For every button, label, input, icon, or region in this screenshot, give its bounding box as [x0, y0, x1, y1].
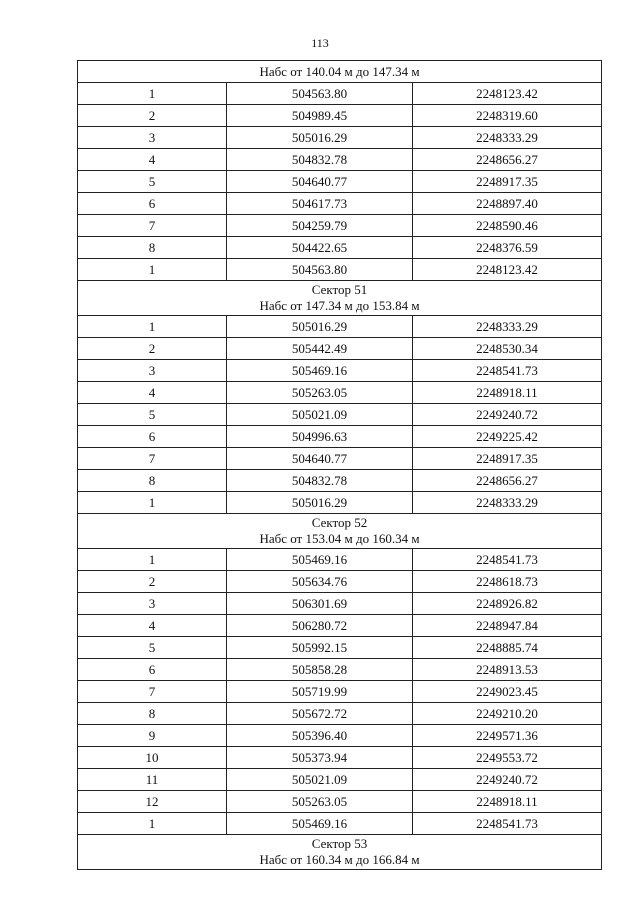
y-coordinate-cell: 2248926.82 [413, 593, 602, 615]
coordinates-table-body [78, 61, 602, 870]
point-number-cell: 6 [78, 659, 227, 681]
point-number-cell: 3 [78, 593, 227, 615]
table-row [78, 338, 602, 360]
y-coordinate-cell: 2248541.73 [413, 813, 602, 835]
y-coordinate-cell: 2248541.73 [413, 549, 602, 571]
x-coordinate-cell: 505016.29 [227, 127, 413, 149]
table-row [78, 549, 602, 571]
x-coordinate-cell: 505858.28 [227, 659, 413, 681]
point-number-cell: 6 [78, 193, 227, 215]
table-row [78, 769, 602, 791]
x-coordinate-cell: 505672.72 [227, 703, 413, 725]
point-number-cell: 3 [78, 127, 227, 149]
height-range: Набс от 153.04 м до 160.34 м [259, 531, 420, 546]
point-number-cell: 5 [78, 637, 227, 659]
y-coordinate-cell: 2249240.72 [413, 769, 602, 791]
table-row [78, 659, 602, 681]
section-header-row [78, 835, 602, 870]
y-coordinate-cell: 2248123.42 [413, 259, 602, 281]
table-row [78, 747, 602, 769]
point-number-cell: 4 [78, 382, 227, 404]
sector-title: Сектор 52 [311, 515, 368, 530]
page-number: 113 [311, 36, 329, 50]
x-coordinate-cell: 505634.76 [227, 571, 413, 593]
y-coordinate-cell: 2248913.53 [413, 659, 602, 681]
y-coordinate-cell: 2248917.35 [413, 448, 602, 470]
y-coordinate-cell: 2248947.84 [413, 615, 602, 637]
table-row [78, 171, 602, 193]
x-coordinate-cell: 505442.49 [227, 338, 413, 360]
table-row [78, 360, 602, 382]
y-coordinate-cell: 2248376.59 [413, 237, 602, 259]
table-row [78, 681, 602, 703]
x-coordinate-cell: 504640.77 [227, 171, 413, 193]
point-number-cell: 1 [78, 549, 227, 571]
y-coordinate-cell: 2249210.20 [413, 703, 602, 725]
point-number-cell: 4 [78, 149, 227, 171]
y-coordinate-cell: 2248656.27 [413, 149, 602, 171]
section-header-row [78, 281, 602, 316]
x-coordinate-cell: 504832.78 [227, 470, 413, 492]
point-number-cell: 7 [78, 448, 227, 470]
x-coordinate-cell: 504996.63 [227, 426, 413, 448]
x-coordinate-cell: 505396.40 [227, 725, 413, 747]
y-coordinate-cell: 2249225.42 [413, 426, 602, 448]
table-row [78, 382, 602, 404]
y-coordinate-cell: 2248618.73 [413, 571, 602, 593]
y-coordinate-cell: 2249023.45 [413, 681, 602, 703]
point-number-cell: 8 [78, 470, 227, 492]
y-coordinate-cell: 2248333.29 [413, 492, 602, 514]
height-range: Набс от 140.04 м до 147.34 м [259, 63, 420, 79]
point-number-cell: 2 [78, 571, 227, 593]
table-row [78, 725, 602, 747]
table-row [78, 316, 602, 338]
table-row [78, 703, 602, 725]
table-row [78, 470, 602, 492]
point-number-cell: 1 [78, 492, 227, 514]
table-row [78, 813, 602, 835]
y-coordinate-cell: 2248319.60 [413, 105, 602, 127]
x-coordinate-cell: 505469.16 [227, 813, 413, 835]
point-number-cell: 8 [78, 237, 227, 259]
point-number-cell: 2 [78, 338, 227, 360]
x-coordinate-cell: 505373.94 [227, 747, 413, 769]
x-coordinate-cell: 504563.80 [227, 259, 413, 281]
x-coordinate-cell: 505016.29 [227, 316, 413, 338]
point-number-cell: 11 [78, 769, 227, 791]
point-number-cell: 1 [78, 813, 227, 835]
point-number-cell: 2 [78, 105, 227, 127]
y-coordinate-cell: 2248530.34 [413, 338, 602, 360]
y-coordinate-cell: 2248918.11 [413, 791, 602, 813]
point-number-cell: 12 [78, 791, 227, 813]
y-coordinate-cell: 2248333.29 [413, 316, 602, 338]
y-coordinate-cell: 2248918.11 [413, 382, 602, 404]
x-coordinate-cell: 505263.05 [227, 791, 413, 813]
table-row [78, 571, 602, 593]
x-coordinate-cell: 504259.79 [227, 215, 413, 237]
table-row [78, 127, 602, 149]
x-coordinate-cell: 506301.69 [227, 593, 413, 615]
sector-title: Сектор 51 [311, 282, 368, 297]
section-header [78, 281, 602, 316]
x-coordinate-cell: 504422.65 [227, 237, 413, 259]
height-range: Набс от 160.34 м до 166.84 м [259, 852, 420, 867]
height-range: Набс от 147.34 м до 153.84 м [259, 298, 420, 313]
x-coordinate-cell: 504832.78 [227, 149, 413, 171]
table-row [78, 259, 602, 281]
section-header-row [78, 61, 602, 83]
table-row [78, 105, 602, 127]
y-coordinate-cell: 2249553.72 [413, 747, 602, 769]
x-coordinate-cell: 505469.16 [227, 360, 413, 382]
y-coordinate-cell: 2249571.36 [413, 725, 602, 747]
y-coordinate-cell: 2249240.72 [413, 404, 602, 426]
point-number-cell: 6 [78, 426, 227, 448]
y-coordinate-cell: 2248333.29 [413, 127, 602, 149]
point-number-cell: 1 [78, 259, 227, 281]
table-row [78, 448, 602, 470]
x-coordinate-cell: 505469.16 [227, 549, 413, 571]
y-coordinate-cell: 2248885.74 [413, 637, 602, 659]
table-row [78, 593, 602, 615]
section-header-row [78, 514, 602, 549]
coordinates-table [77, 60, 602, 870]
x-coordinate-cell: 504989.45 [227, 105, 413, 127]
point-number-cell: 9 [78, 725, 227, 747]
point-number-cell: 3 [78, 360, 227, 382]
point-number-cell: 5 [78, 171, 227, 193]
section-header [78, 61, 602, 83]
table-row [78, 426, 602, 448]
x-coordinate-cell: 505016.29 [227, 492, 413, 514]
point-number-cell: 10 [78, 747, 227, 769]
table-row [78, 404, 602, 426]
x-coordinate-cell: 505992.15 [227, 637, 413, 659]
section-header [78, 514, 602, 549]
point-number-cell: 7 [78, 681, 227, 703]
section-header [78, 835, 602, 870]
sector-title: Сектор 53 [311, 836, 368, 851]
table-row [78, 637, 602, 659]
table-row [78, 193, 602, 215]
x-coordinate-cell: 506280.72 [227, 615, 413, 637]
y-coordinate-cell: 2248541.73 [413, 360, 602, 382]
x-coordinate-cell: 504617.73 [227, 193, 413, 215]
table-row [78, 237, 602, 259]
point-number-cell: 5 [78, 404, 227, 426]
x-coordinate-cell: 505719.99 [227, 681, 413, 703]
x-coordinate-cell: 505021.09 [227, 404, 413, 426]
point-number-cell: 1 [78, 316, 227, 338]
x-coordinate-cell: 505021.09 [227, 769, 413, 791]
table-row [78, 615, 602, 637]
x-coordinate-cell: 505263.05 [227, 382, 413, 404]
y-coordinate-cell: 2248590.46 [413, 215, 602, 237]
table-row [78, 791, 602, 813]
point-number-cell: 7 [78, 215, 227, 237]
table-row [78, 215, 602, 237]
y-coordinate-cell: 2248656.27 [413, 470, 602, 492]
y-coordinate-cell: 2248897.40 [413, 193, 602, 215]
point-number-cell: 1 [78, 83, 227, 105]
table-row [78, 149, 602, 171]
x-coordinate-cell: 504563.80 [227, 83, 413, 105]
table-row [78, 492, 602, 514]
y-coordinate-cell: 2248917.35 [413, 171, 602, 193]
point-number-cell: 8 [78, 703, 227, 725]
x-coordinate-cell: 504640.77 [227, 448, 413, 470]
y-coordinate-cell: 2248123.42 [413, 83, 602, 105]
point-number-cell: 4 [78, 615, 227, 637]
table-row [78, 83, 602, 105]
